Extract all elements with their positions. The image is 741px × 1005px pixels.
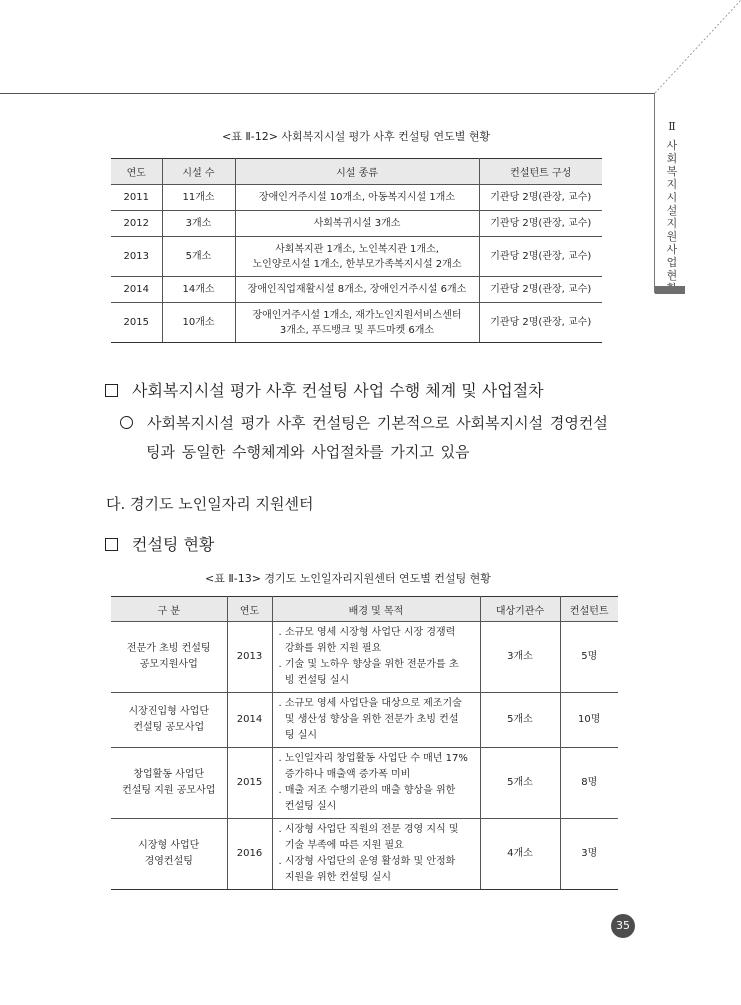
table-row	[111, 693, 618, 748]
table-cell: 기관당 2명(관장, 교수)	[479, 277, 602, 303]
table-cell: 2015	[227, 748, 272, 819]
table-cell: 5명	[560, 622, 618, 693]
table-row	[111, 748, 618, 819]
section1-bullet-line2: 팅과 동일한 수행체계와 사업절차를 가지고 있음	[146, 443, 470, 461]
table-cell: 2016	[227, 819, 272, 890]
table13	[111, 596, 618, 890]
side-chapter-number: Ⅱ	[668, 120, 676, 133]
table-row	[111, 211, 602, 237]
table-cell: 10명	[560, 693, 618, 748]
table13-header: 배경 및 목적	[272, 597, 480, 622]
table-cell: . 노인일자리 창업활동 사업단 수 매년 17% 증가하나 매출액 증가폭 미비 . 매출 저조 수행기관의 매출 향상을 위한 컨설팅 실시	[272, 748, 480, 819]
table-cell: 기관당 2명(관장, 교수)	[479, 303, 602, 343]
table-cell: 전문가 초빙 컨설팅 공모지원사업	[111, 622, 227, 693]
table-cell: . 시장형 사업단 직원의 전문 경영 지식 및 기술 부족에 따른 지원 필요 . 시장형 사업단의 운영 활성화 및 안정화 지원을 위한 컨설팅 실시	[272, 819, 480, 890]
section1-bullet	[120, 412, 608, 433]
section1-heading-text: 사회복지시설 평가 사후 컨설팅 사업 수행 체계 및 사업절차	[132, 381, 544, 400]
table-cell: 기관당 2명(관장, 교수)	[479, 185, 602, 211]
table-cell: 2013	[111, 237, 162, 277]
square-bullet-icon	[105, 538, 118, 551]
table-row	[111, 622, 618, 693]
table-cell: 2013	[227, 622, 272, 693]
section-da-heading: 다. 경기도 노인일자리 지원센터	[106, 495, 314, 513]
table-cell: 2014	[227, 693, 272, 748]
table-cell: 5개소	[162, 237, 235, 277]
table13-caption: <표 Ⅱ-13> 경기도 노인일자리지원센터 연도별 컨설팅 현황	[205, 572, 491, 585]
table-cell: 시장형 사업단 경영컨설팅	[111, 819, 227, 890]
table12-header: 시설 종류	[235, 159, 479, 185]
table13-header: 대상기관수	[480, 597, 560, 622]
table-cell: 창업활동 사업단 컨설팅 지원 공모사업	[111, 748, 227, 819]
table-cell: 5개소	[480, 693, 560, 748]
table-cell: 14개소	[162, 277, 235, 303]
table-cell: 11개소	[162, 185, 235, 211]
table-cell: 기관당 2명(관장, 교수)	[479, 211, 602, 237]
table-cell: 4개소	[480, 819, 560, 890]
table-cell: 시장진입형 사업단 컨설팅 공모사업	[111, 693, 227, 748]
table12-header: 연도	[111, 159, 162, 185]
table-cell: 장애인직업재활시설 8개소, 장애인거주시설 6개소	[235, 277, 479, 303]
table12-caption: <표 Ⅱ-12> 사회복지시설 평가 사후 컨설팅 연도별 현황	[222, 130, 491, 143]
side-tab-marker	[655, 286, 685, 294]
table-cell: 2012	[111, 211, 162, 237]
table-row	[111, 185, 602, 211]
table-cell: 2015	[111, 303, 162, 343]
table-cell: . 소규모 영세 사업단을 대상으로 제조기술 및 생산성 향상을 위한 전문가 초빙 컨설 팅 실시	[272, 693, 480, 748]
table-cell: 3개소	[162, 211, 235, 237]
table12-header: 컨설턴트 구성	[479, 159, 602, 185]
table-cell: 3개소	[480, 622, 560, 693]
table-cell: . 소규모 영세 시장형 사업단 시장 경쟁력 강화를 위한 지원 필요 . 기술 및 노하우 향상을 위한 전문가를 초 빙 컨설팅 실시	[272, 622, 480, 693]
section1-heading	[105, 378, 544, 401]
square-bullet-icon	[105, 384, 118, 397]
table-cell: 사회복귀시설 3개소	[235, 211, 479, 237]
table-row	[111, 277, 602, 303]
table-row	[111, 237, 602, 277]
side-divider	[654, 93, 655, 293]
table-cell: 5개소	[480, 748, 560, 819]
table-cell: 사회복지관 1개소, 노인복지관 1개소, 노인양로시설 1개소, 한부모가족복지시설 2개소	[235, 237, 479, 277]
table13-header: 컨설턴트	[560, 597, 618, 622]
table13-header: 연도	[227, 597, 272, 622]
table12-header: 시설 수	[162, 159, 235, 185]
table-cell: 10개소	[162, 303, 235, 343]
section1-bullet-line1: 사회복지시설 평가 사후 컨설팅은 기본적으로 사회복지시설 경영컨설	[147, 414, 608, 432]
table13-header: 구 분	[111, 597, 227, 622]
page-number: 35	[611, 914, 635, 938]
table-cell: 장애인거주시설 10개소, 아동복지시설 1개소	[235, 185, 479, 211]
table-cell: 3명	[560, 819, 618, 890]
side-chapter-title: 사회복지시설 지원사업 현	[666, 139, 678, 282]
header-rule	[0, 93, 655, 94]
circle-bullet-icon	[120, 416, 133, 429]
table-cell: 2011	[111, 185, 162, 211]
table-cell: 8명	[560, 748, 618, 819]
table-row	[111, 819, 618, 890]
table-cell: 장애인거주시설 1개소, 재가노인지원서비스센터 3개소, 푸드뱅크 및 푸드마켓 6개소	[235, 303, 479, 343]
section2-heading	[105, 532, 214, 555]
table-row	[111, 303, 602, 343]
table-cell: 기관당 2명(관장, 교수)	[479, 237, 602, 277]
table-cell: 2014	[111, 277, 162, 303]
table12	[111, 158, 602, 343]
section2-heading-text: 컨설팅 현황	[132, 535, 215, 554]
side-chapter-tab	[665, 120, 679, 295]
